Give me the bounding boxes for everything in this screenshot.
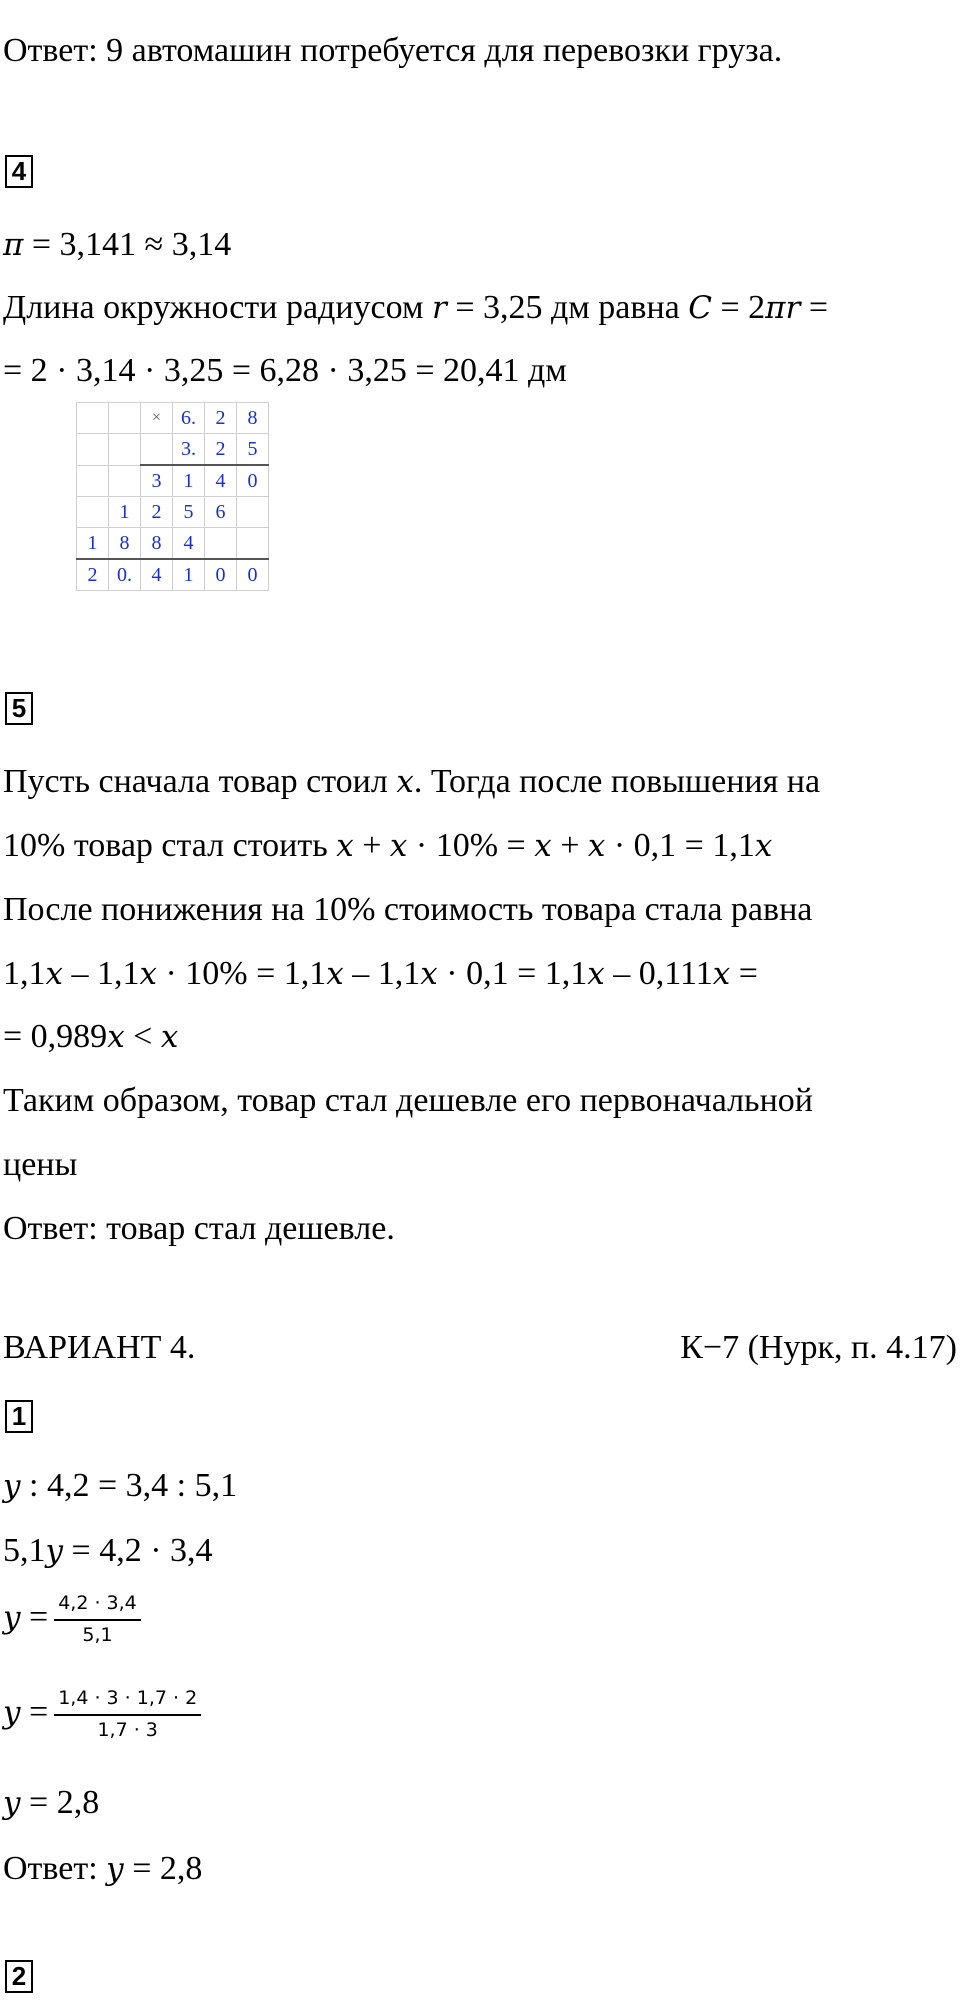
r-symbol: r (431, 290, 447, 326)
task1-result (3, 1786, 99, 1820)
grid-cell: 1 (77, 528, 109, 560)
grid-cell (77, 497, 109, 528)
pi-symbol: π (3, 227, 24, 263)
t5-l2c: · 10% = (407, 827, 535, 864)
task4-circ-line (3, 291, 828, 325)
grid-cell: 6. (173, 403, 205, 434)
var-x: x (587, 956, 605, 992)
grid-row (77, 528, 269, 560)
grid-cell (77, 403, 109, 434)
t5-l4g: = (730, 955, 758, 992)
task5-answer: Ответ: товар стал дешевле. (3, 1210, 395, 1247)
grid-cell: 3. (173, 434, 205, 466)
var-x: x (326, 956, 344, 992)
grid-row (77, 497, 269, 528)
grid-cell: 0 (237, 559, 269, 591)
var-x: x (139, 956, 157, 992)
grid-cell: 0. (109, 559, 141, 591)
grid-row (77, 403, 269, 434)
task1-line-1 (3, 1469, 237, 1503)
grid-cell (141, 434, 173, 466)
var-x: x (336, 828, 354, 864)
task5-line-7: цены (3, 1146, 78, 1183)
var-y: y (3, 1468, 21, 1504)
t5-l1b: . Тогда после повышения на (413, 763, 821, 800)
t1-l2b: = 4,2 · 3,4 (63, 1532, 213, 1569)
grid-cell: 2 (205, 403, 237, 434)
t5-l5a: = 0,989 (3, 1018, 108, 1055)
t5-l5b: < (124, 1018, 161, 1055)
task1-fraction-line-1 (3, 1592, 141, 1648)
t5-l4b: – 1,1 (62, 955, 140, 992)
grid-cell: 1 (109, 497, 141, 528)
t1-ans-tail: = 2,8 (123, 1850, 203, 1887)
t5-l2d: + (551, 827, 588, 864)
var-y: y (3, 1694, 21, 1731)
grid-cell: 0 (237, 465, 269, 497)
grid-cell (205, 528, 237, 560)
grid-cell: 5 (237, 434, 269, 466)
task4-pi-line (3, 228, 231, 262)
t1-l2a: 5,1 (3, 1532, 46, 1569)
task5-line-1 (3, 765, 820, 799)
fraction (54, 1592, 141, 1648)
var-y: y (3, 1599, 21, 1636)
var-x: x (754, 828, 773, 864)
task1-fraction-line-2 (3, 1687, 201, 1743)
var-x: x (534, 828, 552, 864)
task5-line-3: После понижения на 10% стоимость товара стала равна (3, 891, 813, 928)
var-y: y (106, 1851, 124, 1887)
grid-cell: 4 (173, 528, 205, 560)
task5-number: 5 (5, 692, 33, 725)
task4-number: 4 (5, 155, 33, 188)
grid-cell: 8 (109, 528, 141, 560)
t5-l1a: Пусть сначала товар стоил (3, 763, 397, 800)
c-symbol: C (688, 290, 712, 326)
grid-cell: 0 (205, 559, 237, 591)
t5-l4f: – 0,111 (604, 955, 713, 992)
t5-l4d: – 1,1 (343, 955, 421, 992)
multiplication-grid (76, 402, 269, 591)
variant-title: ВАРИАНТ 4. (3, 1329, 196, 1366)
var-x: x (389, 828, 408, 864)
grid-cell: 6 (205, 497, 237, 528)
task5-line-2 (3, 829, 772, 863)
grid-cell: 5 (173, 497, 205, 528)
grid-row (77, 465, 269, 497)
grid-cell (109, 403, 141, 434)
var-x: x (160, 1019, 179, 1055)
fraction-denominator: 1,7 · 3 (97, 1718, 158, 1741)
grid-cell (109, 434, 141, 466)
var-x: x (396, 764, 414, 800)
var-y: y (45, 1533, 64, 1569)
task1-line-2 (3, 1534, 213, 1568)
grid-cell (109, 465, 141, 497)
grid-cell: 2 (205, 434, 237, 466)
equals: = (20, 1693, 49, 1731)
t5-l2b: + (353, 827, 390, 864)
task4-calc-line: = 2 · 3,14 · 3,25 = 6,28 · 3,25 = 20,41 дм (3, 352, 567, 389)
r-value: = 3,25 дм равна (446, 289, 689, 326)
t1-ans-prefix: Ответ: (3, 1850, 107, 1887)
var-x: x (45, 956, 63, 992)
grid-cell (237, 497, 269, 528)
t1-res: = 2,8 (20, 1784, 100, 1821)
fraction (54, 1687, 201, 1743)
task5-line-4 (3, 957, 758, 991)
task3-answer: Ответ: 9 автомашин потребуется для перевозки груза. (3, 32, 783, 69)
t5-l4a: 1,1 (3, 955, 46, 992)
var-x: x (420, 956, 438, 992)
task5-line-6: Таким образом, товар стал дешевле его первоначальной (3, 1082, 813, 1119)
t1-l1: : 4,2 = 3,4 : 5,1 (20, 1467, 238, 1504)
grid-cell (77, 434, 109, 466)
t5-l2a: 10% товар стал стоить (3, 827, 337, 864)
grid-cell: 4 (205, 465, 237, 497)
t5-l2e: · 0,1 = 1,1 (605, 827, 755, 864)
t5-l4c: · 10% = 1,1 (156, 955, 327, 992)
equals: = (20, 1598, 49, 1636)
grid-cell (77, 465, 109, 497)
grid-row (77, 559, 269, 591)
grid-cell: 8 (141, 528, 173, 560)
task1-answer (3, 1852, 202, 1886)
grid-cell: 2 (141, 497, 173, 528)
grid-row (77, 434, 269, 466)
eq-tail: = (800, 289, 829, 326)
pir-symbol: πr (765, 290, 801, 326)
grid-cell: 4 (141, 559, 173, 591)
pi-value: = 3,141 ≈ 3,14 (23, 226, 232, 263)
t5-l4e: · 0,1 = 1,1 (437, 955, 588, 992)
grid-cell: 3 (141, 465, 173, 497)
grid-cell: 2 (77, 559, 109, 591)
circ-text: Длина окружности радиусом (3, 289, 432, 326)
task1-number: 1 (5, 1400, 33, 1433)
fraction-numerator: 4,2 · 3,4 (54, 1592, 141, 1621)
var-x: x (107, 1019, 125, 1055)
eq-2: = 2 (711, 289, 766, 326)
fraction-numerator: 1,4 · 3 · 1,7 · 2 (54, 1687, 201, 1716)
grid-cell: 8 (237, 403, 269, 434)
grid-cell: × (141, 403, 173, 434)
grid-cell: 1 (173, 559, 205, 591)
var-x: x (712, 956, 731, 992)
grid-cell: 1 (173, 465, 205, 497)
var-y: y (3, 1785, 21, 1821)
grid-cell (237, 528, 269, 560)
task2-number: 2 (5, 1960, 33, 1993)
task5-line-5 (3, 1020, 178, 1054)
variant-reference: К−7 (Нурк, п. 4.17) (680, 1329, 957, 1366)
var-x: x (587, 828, 606, 864)
fraction-denominator: 5,1 (82, 1623, 113, 1646)
